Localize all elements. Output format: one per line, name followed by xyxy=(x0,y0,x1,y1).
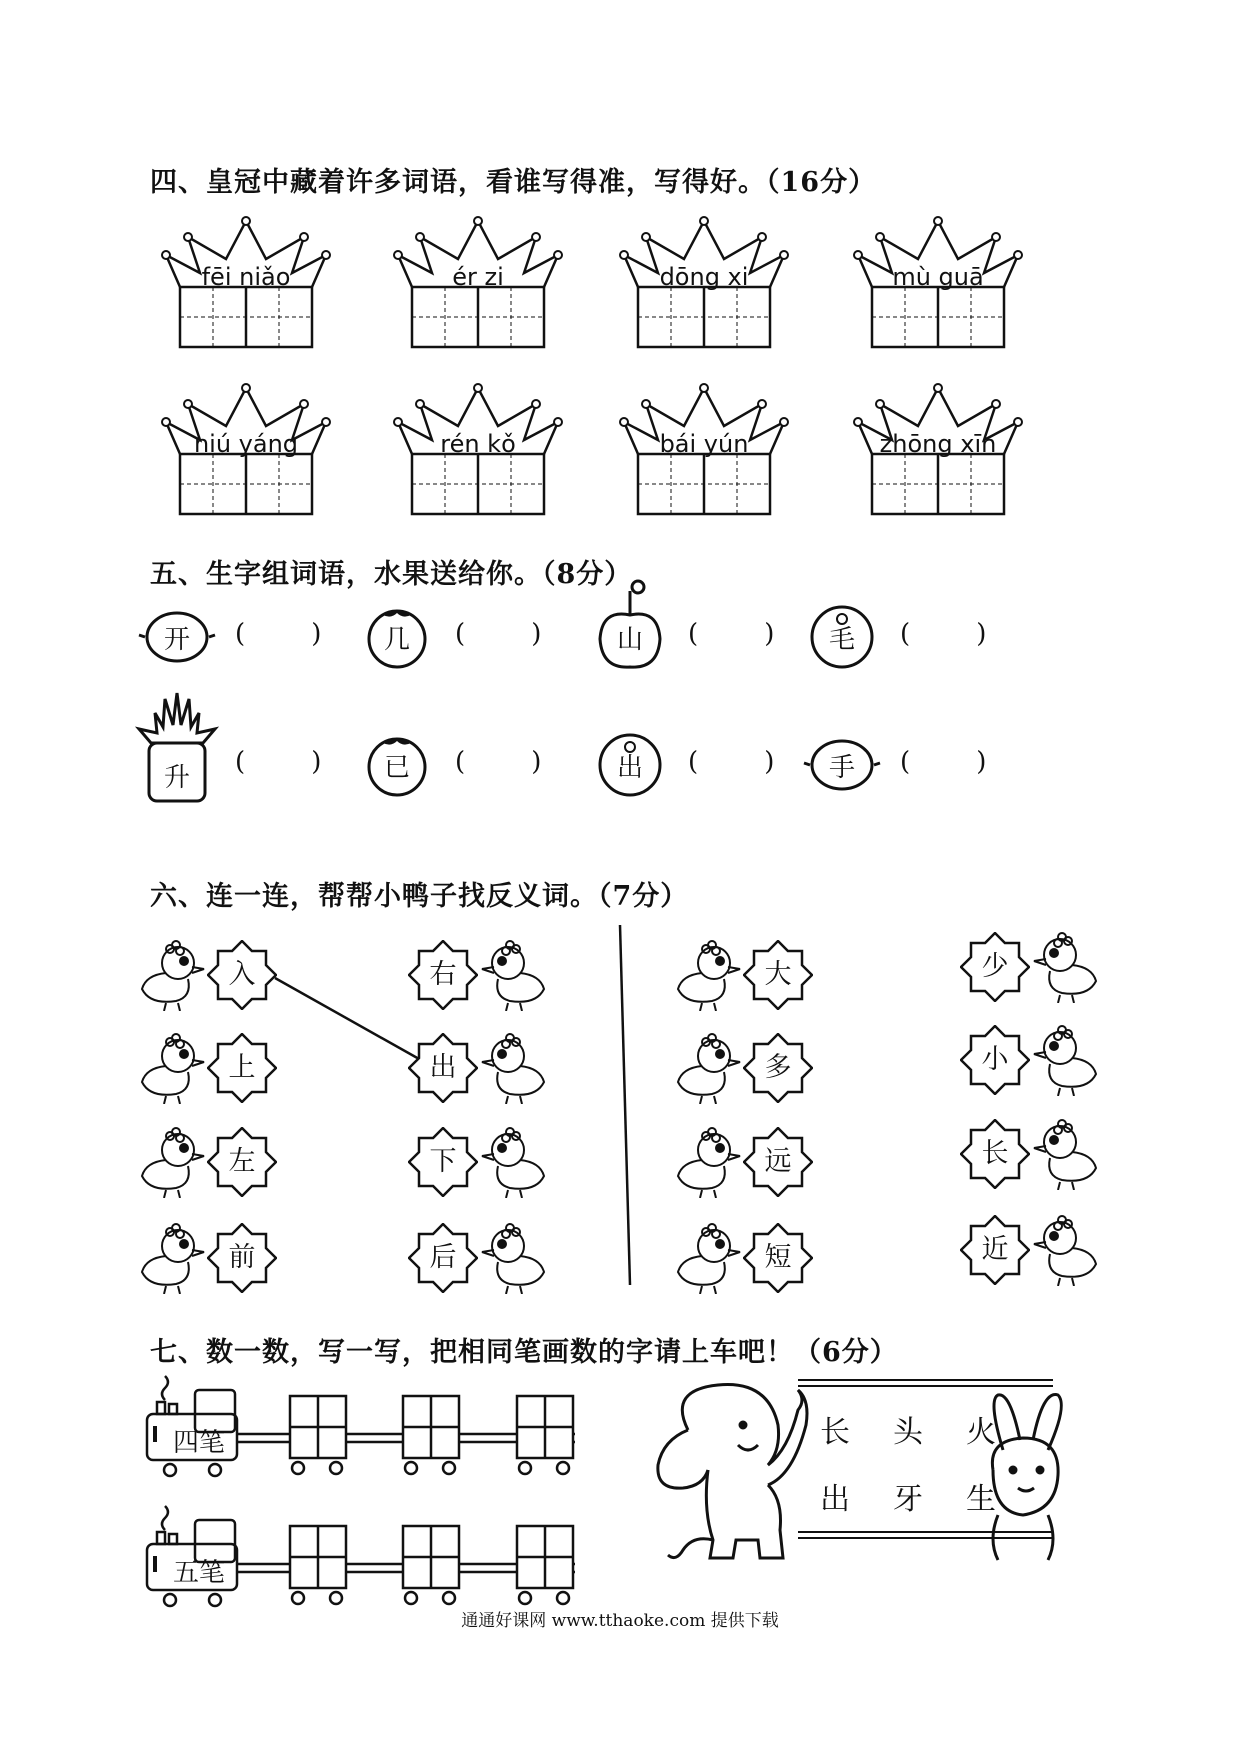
antonym-star[interactable] xyxy=(960,932,1030,1002)
duck-icon xyxy=(672,1126,744,1198)
duck-icon xyxy=(478,1222,550,1294)
answer-blank[interactable]: ( ) xyxy=(688,619,775,649)
duck-illustration xyxy=(478,1222,550,1294)
elephant-icon xyxy=(658,1385,807,1559)
duck-illustration xyxy=(1030,1024,1102,1096)
duck-illustration xyxy=(478,1126,550,1198)
answer-blank[interactable]: ( ) xyxy=(688,747,775,777)
duck-icon xyxy=(1030,1024,1102,1096)
fruit-character: 开 xyxy=(163,625,190,655)
section7-heading: 七、数一数，写一写，把相同笔画数的字请上车吧！（6分） xyxy=(150,1337,898,1368)
antonym-star[interactable] xyxy=(408,940,478,1010)
duck-illustration xyxy=(136,1222,208,1294)
fruit-character: 手 xyxy=(828,753,855,783)
stroke-count-train xyxy=(145,1370,575,1480)
stroke-count-label: 四笔 xyxy=(173,1428,226,1458)
section4-heading: 四、皇冠中藏着许多词语，看谁写得准，写得好。（16分） xyxy=(150,167,877,198)
crown-pinyin: bái yún xyxy=(659,430,749,458)
duck-icon xyxy=(1030,1214,1102,1286)
antonym-star[interactable] xyxy=(743,1033,813,1103)
antonym-star[interactable] xyxy=(960,1215,1030,1285)
example-connection-line xyxy=(275,978,428,1064)
antonym-character: 左 xyxy=(228,1146,256,1177)
crown-pinyin: zhōng xīn xyxy=(879,430,997,458)
crown-pinyin: fēi niǎo xyxy=(201,263,291,291)
fruit-character: 出 xyxy=(616,753,643,783)
duck-icon xyxy=(478,1126,550,1198)
board-character[interactable]: 长 xyxy=(820,1415,850,1450)
group-divider xyxy=(620,925,630,1285)
antonym-star[interactable] xyxy=(960,1025,1030,1095)
duck-illustration xyxy=(478,1032,550,1104)
duck-icon xyxy=(1030,931,1102,1003)
fruit-character: 升 xyxy=(163,763,190,793)
duck-illustration xyxy=(136,1032,208,1104)
duck-illustration xyxy=(672,1032,744,1104)
antonym-character: 小 xyxy=(981,1044,1009,1075)
board-character[interactable]: 头 xyxy=(893,1415,923,1450)
antonym-character: 短 xyxy=(764,1242,792,1273)
section6-heading: 六、连一连，帮帮小鸭子找反义词。（7分） xyxy=(150,881,689,912)
duck-illustration xyxy=(672,939,744,1011)
duck-icon xyxy=(136,1222,208,1294)
duck-icon xyxy=(672,1222,744,1294)
antonym-star[interactable] xyxy=(743,940,813,1010)
duck-icon xyxy=(136,939,208,1011)
answer-blank[interactable]: ( ) xyxy=(455,619,542,649)
antonym-character: 大 xyxy=(764,959,792,990)
duck-icon xyxy=(136,1032,208,1104)
stroke-count-label: 五笔 xyxy=(173,1558,226,1588)
board-character[interactable]: 火 xyxy=(966,1415,996,1450)
crown-pinyin: rén kǒ xyxy=(440,430,516,458)
duck-illustration xyxy=(672,1126,744,1198)
antonym-character: 前 xyxy=(228,1242,256,1273)
rabbit-icon xyxy=(992,1395,1061,1560)
fruit-character: 山 xyxy=(616,625,643,655)
antonym-character: 长 xyxy=(981,1138,1009,1169)
antonym-star[interactable] xyxy=(408,1223,478,1293)
duck-illustration xyxy=(1030,931,1102,1003)
duck-illustration xyxy=(136,1126,208,1198)
footer-credit: 通通好课网 www.tthaoke.com 提供下载 xyxy=(461,1611,779,1631)
antonym-character: 入 xyxy=(228,959,256,990)
antonym-star[interactable] xyxy=(743,1127,813,1197)
fruit-character: 已 xyxy=(383,753,410,783)
antonym-character: 多 xyxy=(764,1052,792,1083)
crown-pinyin: ér zi xyxy=(452,263,504,291)
antonym-character: 下 xyxy=(429,1146,457,1177)
duck-icon xyxy=(478,939,550,1011)
duck-icon xyxy=(478,1032,550,1104)
answer-blank[interactable]: ( ) xyxy=(900,747,987,777)
answer-blank[interactable]: ( ) xyxy=(235,747,322,777)
fruit-character: 毛 xyxy=(828,625,855,655)
antonym-star[interactable] xyxy=(960,1119,1030,1189)
antonym-character: 右 xyxy=(429,959,457,990)
board-character[interactable]: 生 xyxy=(966,1482,996,1517)
duck-icon xyxy=(136,1126,208,1198)
duck-icon xyxy=(672,1032,744,1104)
animal-board-illustration xyxy=(648,1370,1118,1590)
board-character[interactable]: 牙 xyxy=(893,1482,923,1517)
antonym-star[interactable] xyxy=(408,1127,478,1197)
duck-illustration xyxy=(1030,1118,1102,1190)
antonym-character: 出 xyxy=(429,1052,457,1083)
antonym-character: 少 xyxy=(981,951,1009,982)
antonym-character: 上 xyxy=(228,1052,256,1083)
crown-pinyin: mù guā xyxy=(892,263,984,291)
stroke-count-train xyxy=(145,1500,575,1610)
answer-blank[interactable]: ( ) xyxy=(455,747,542,777)
antonym-star[interactable] xyxy=(207,1127,277,1197)
answer-blank[interactable]: ( ) xyxy=(235,619,322,649)
duck-icon xyxy=(1030,1118,1102,1190)
antonym-star[interactable] xyxy=(207,1223,277,1293)
antonym-star[interactable] xyxy=(207,1033,277,1103)
answer-blank[interactable]: ( ) xyxy=(900,619,987,649)
duck-illustration xyxy=(672,1222,744,1294)
antonym-character: 近 xyxy=(981,1234,1009,1265)
antonym-character: 后 xyxy=(429,1242,457,1273)
crown-pinyin: niú yáng xyxy=(193,430,299,458)
antonym-star[interactable] xyxy=(408,1033,478,1103)
duck-icon xyxy=(672,939,744,1011)
duck-illustration xyxy=(478,939,550,1011)
duck-illustration xyxy=(1030,1214,1102,1286)
duck-illustration xyxy=(136,939,208,1011)
section5-heading: 五、生字组词语，水果送给你。（8分） xyxy=(150,559,633,590)
crown-pinyin: dōng xi xyxy=(659,263,749,291)
fruit-character: 几 xyxy=(383,625,410,655)
antonym-character: 远 xyxy=(764,1146,792,1177)
antonym-star[interactable] xyxy=(743,1223,813,1293)
antonym-star[interactable] xyxy=(207,940,277,1010)
board-character[interactable]: 出 xyxy=(820,1482,850,1517)
